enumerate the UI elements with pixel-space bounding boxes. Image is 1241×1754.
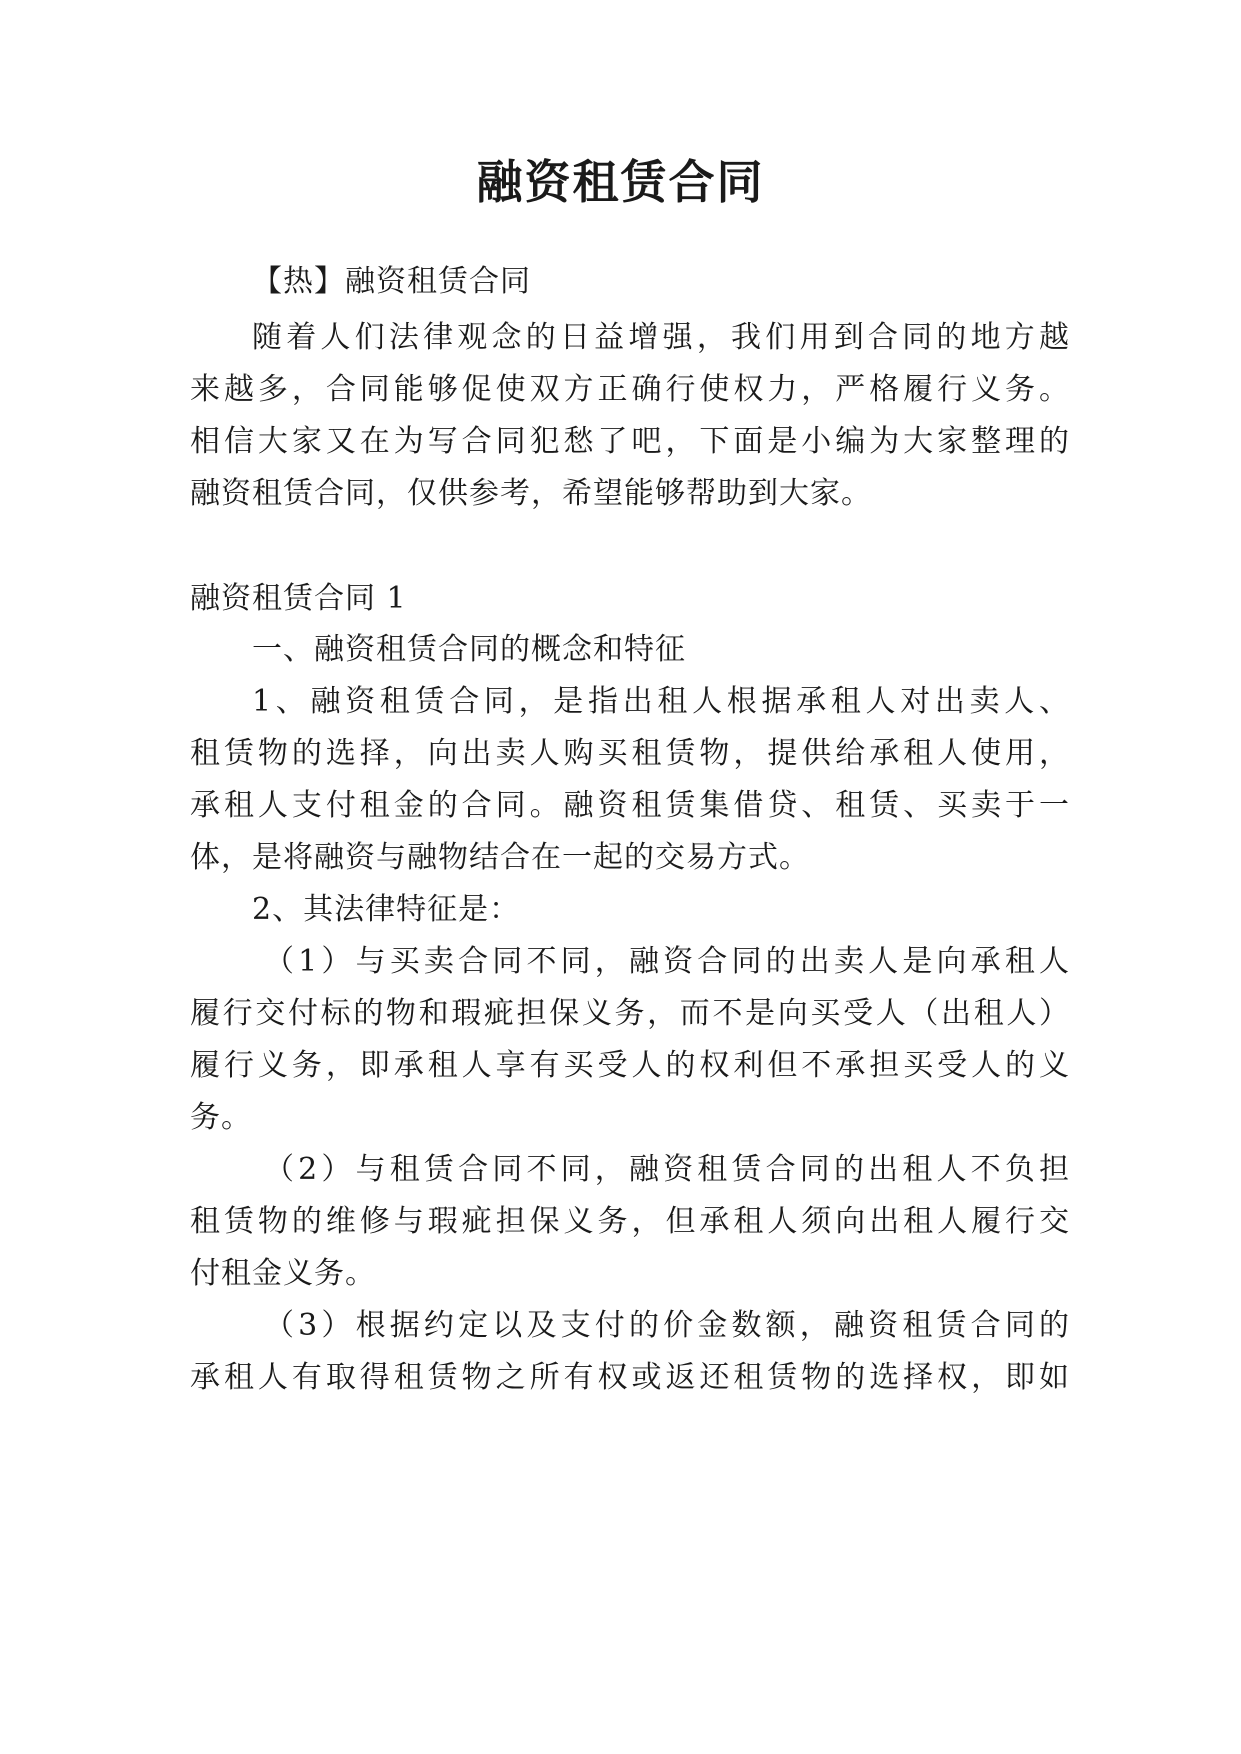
subsection-heading: 一、融资租赁合同的概念和特征: [252, 632, 686, 667]
para1-line-3: 承租人支付租金的合同。融资租赁集借贷、租赁、买卖于一: [190, 788, 1070, 823]
item2-line-1: （2）与租赁合同不同，融资租赁合同的出租人不负担: [264, 1152, 1070, 1187]
item1-line-4: 务。: [190, 1100, 252, 1135]
intro-line-2: 来越多，合同能够促使双方正确行使权力，严格履行义务。: [190, 372, 1070, 407]
item1-line-3: 履行义务，即承租人享有买受人的权利但不承担买受人的义: [190, 1048, 1070, 1083]
item3-line-2: 承租人有取得租赁物之所有权或返还租赁物的选择权，即如: [190, 1360, 1070, 1395]
item1-line-1: （1）与买卖合同不同，融资合同的出卖人是向承租人: [264, 944, 1070, 979]
item3-line-1: （3）根据约定以及支付的价金数额，融资租赁合同的: [264, 1308, 1070, 1343]
para2-heading: 2、其法律特征是：: [252, 892, 521, 927]
para1-line-4: 体，是将融资与融物结合在一起的交易方式。: [190, 840, 810, 875]
hot-heading: 【热】融资租赁合同: [252, 264, 531, 299]
intro-line-3: 相信大家又在为写合同犯愁了吧，下面是小编为大家整理的: [190, 424, 1070, 459]
para1-line-2: 租赁物的选择，向出卖人购买租赁物，提供给承租人使用，: [190, 736, 1070, 771]
section-heading: 融资租赁合同 1: [190, 581, 407, 616]
document-title: 融资租赁合同: [476, 155, 765, 209]
intro-line-4: 融资租赁合同，仅供参考，希望能够帮助到大家。: [190, 476, 872, 511]
para1-line-1: 1、融资租赁合同，是指出租人根据承租人对出卖人、: [252, 684, 1070, 719]
item1-line-2: 履行交付标的物和瑕疵担保义务，而不是向买受人（出租人）: [190, 996, 1070, 1031]
intro-line-1: 随着人们法律观念的日益增强，我们用到合同的地方越: [252, 320, 1070, 355]
item2-line-3: 付租金义务。: [190, 1256, 376, 1291]
item2-line-2: 租赁物的维修与瑕疵担保义务，但承租人须向出租人履行交: [190, 1204, 1070, 1239]
